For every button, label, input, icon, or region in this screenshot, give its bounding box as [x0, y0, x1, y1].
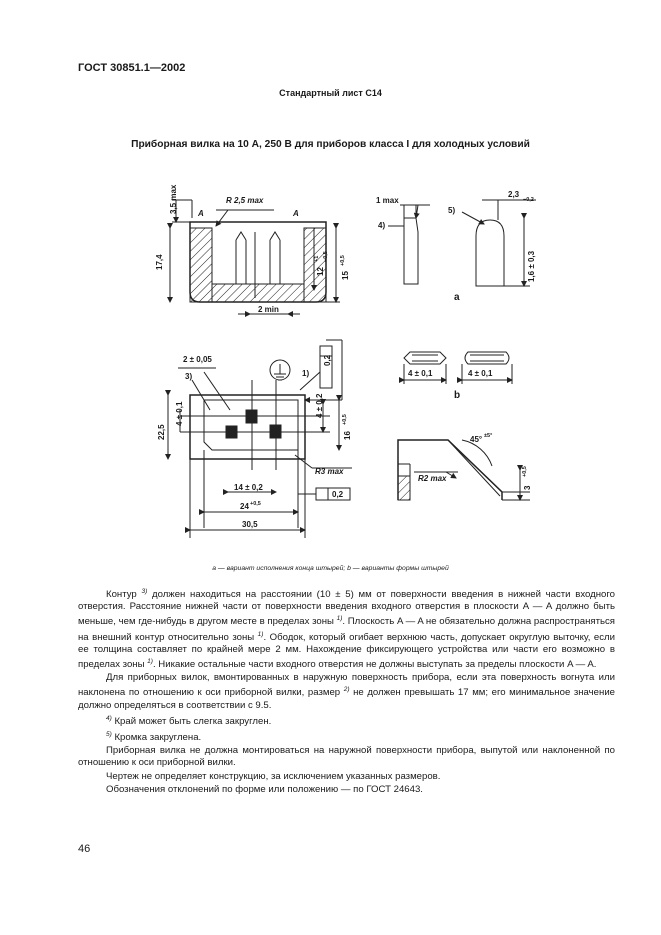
dim-22-5: 22,5	[157, 424, 166, 440]
dim-2-min: 2 min	[258, 305, 279, 314]
dim-17-4: 17,4	[155, 254, 164, 270]
dim-3-5-max: 3,5 max	[169, 184, 178, 214]
side-view	[398, 440, 530, 500]
dim-angle: 45°	[470, 435, 483, 444]
paragraph-tolerances: Обозначения отклонений по форме или положению — по ГОСТ 24643.	[106, 783, 423, 795]
dim-12-sub: −0,5	[323, 251, 329, 262]
dim-r2-5-max: R 2,5 max	[226, 196, 264, 205]
dim-1-6: 1,6 ± 0,3	[527, 250, 536, 282]
page-number: 46	[78, 843, 91, 855]
variant-b-label: b	[454, 390, 461, 401]
dim-24: 24	[240, 502, 249, 511]
dim-angle-sup: ±5°	[484, 433, 493, 439]
dim-3: 3	[523, 485, 532, 490]
dim-16-sup: +0,5	[342, 414, 348, 425]
standard-header: ГОСТ 30851.1—2002	[78, 62, 186, 74]
dim-r2-max: R2 max	[418, 474, 447, 483]
variant-a-label: a	[454, 292, 460, 303]
dim-12: 12	[316, 267, 325, 276]
ref-4: 4)	[378, 221, 386, 230]
dim-30-5: 30,5	[242, 520, 258, 529]
dim-2-3: 2,3	[508, 190, 520, 199]
paragraph-mounted: Для приборных вилок, вмонтированных в наружную поверхность прибора, если эта поверхность вогнута или наклонена по отношению к оси приборной вилки, размер $^{2)}$ не должен превышать 17 мм; его минимальное значение должно определяться в соответствии с 9.5.	[78, 672, 616, 711]
dim-16: 16	[343, 431, 352, 440]
ref-3: 3)	[185, 372, 193, 381]
figure-title: Приборная вилка на 10 А, 250 В для приборов класса I для холодных условий	[131, 139, 530, 150]
footnote-4: $^{4)}$ Край может быть слегка закруглен.	[106, 714, 272, 727]
dim-b-left: 4 ± 0,1	[408, 369, 433, 378]
dim-2-3-tol: −0,2	[523, 197, 534, 203]
sheet-label: Стандартный лист С14	[279, 88, 382, 98]
dim-3-sup: +0,5	[522, 466, 528, 477]
dim-15: 15	[341, 271, 350, 280]
dim-r3-max: R3 max	[315, 467, 344, 476]
dim-15-sup: +0,5	[340, 255, 346, 266]
ref-1: 1)	[302, 369, 310, 378]
dim-12-sup: +1	[314, 255, 320, 262]
ref-5: 5)	[448, 206, 456, 215]
dim-2-tol: 2 ± 0,05	[183, 355, 212, 364]
paragraph-mounting: Приборная вилка не должна монтироваться на наружной поверхности прибора, выпутой или наклоненной по отношению к оси приборной вилки.	[78, 745, 615, 769]
paragraph-drawing: Чертеж не определяет конструкцию, за исключением указанных размеров.	[106, 770, 441, 782]
dim-1-max: 1 max	[376, 196, 399, 205]
variant-b-pins	[404, 352, 512, 384]
dim-4-left: 4 ± 0,1	[175, 401, 184, 426]
dim-0-2-bottom: 0,2	[332, 490, 344, 499]
dim-4-right: 4 ± 0,2	[315, 393, 324, 418]
dim-b-right: 4 ± 0,1	[468, 369, 493, 378]
figure-caption: a — вариант исполнения конца штырей; b — варианты формы штырей	[212, 565, 449, 572]
dim-24-sup: +0,5	[250, 501, 261, 507]
body-text	[78, 586, 615, 797]
section-a-left: A	[198, 209, 204, 218]
dim-14: 14 ± 0,2	[234, 483, 263, 492]
section-a-right: A	[293, 209, 299, 218]
footnote-5: $^{5)}$ Кромка закруглена.	[106, 731, 202, 744]
variant-a-pins	[388, 200, 536, 286]
paragraph-contour: Контур $^{3)}$ должен находиться на расстоянии (10 ± 5) мм от поверхности введения в нижней части входного отверстия. Расстояние нижней части от поверхности введения входного отверстия в плоскости A — A должно быть меньше, чем где-нибудь в другом месте в пределах зоны $^{1)}$. Плоскость A — A не обязательно должна распространяться на внешний контур относительно зоны $^{1)}$. Ободок, который огибает верхнюю часть, допускает округлую выточку, если ее толщина составляет по крайней мере 2 мм. Нахождение фиксирующего устройства или части его возможно в пределах зоны $^{1)}$. Никакие остальные части входного отверстия не должны выступать за пределы плоскости A — A.	[78, 588, 615, 671]
front-view	[168, 340, 352, 538]
dim-0-2-top: 0,2	[323, 354, 332, 366]
